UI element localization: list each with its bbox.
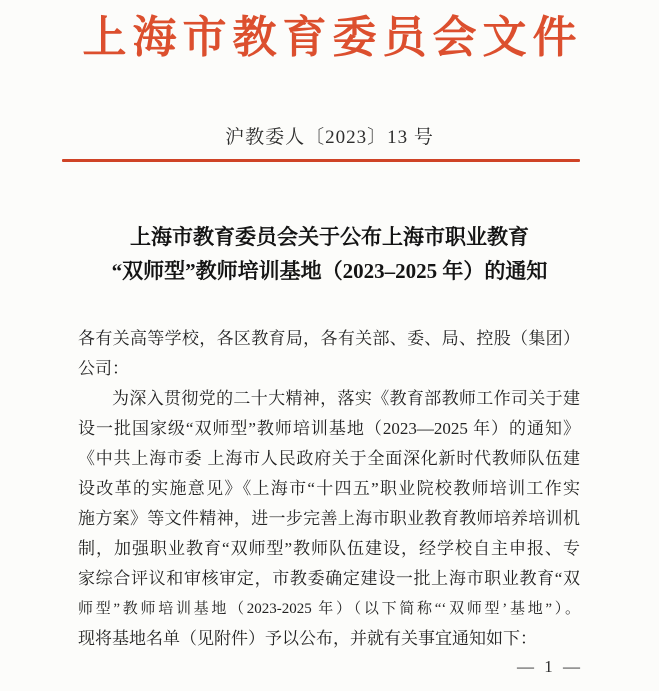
- body-line-paragraph: 师型”教师培训基地（2023-2025 年）（以下简称“‘双师型’基地”）。: [78, 600, 580, 617]
- body-line-salutation2: 公司：: [78, 358, 129, 378]
- body-line-paragraph: 为深入贯彻党的二十大精神，落实《教育部教师工作司关于建: [112, 388, 580, 408]
- document-header-org-title: 上海市教育委员会文件: [82, 13, 583, 62]
- body-line-paragraph: 现将基地名单（见附件）予以公布，并就有关事宜通知如下：: [78, 628, 537, 648]
- body-line-paragraph: 施方案》等文件精神，进一步完善上海市职业教育教师培养培训机: [78, 508, 580, 528]
- header-red-divider: [62, 159, 580, 162]
- body-line-paragraph: 设一批国家级“双师型”教师培训基地（2023—2025 年）的通知》: [78, 418, 580, 438]
- body-line-paragraph: 家综合评议和审核审定，市教委确定建设一批上海市职业教育“双: [78, 568, 580, 588]
- page-number: — 1 —: [517, 656, 583, 676]
- body-line-paragraph: 制，加强职业教育“双师型”教师队伍建设，经学校自主申报、专: [78, 538, 580, 558]
- body-line-paragraph: 设改革的实施意见》《上海市“十四五”职业院校教师培训工作实: [78, 478, 580, 498]
- document-reference-number: 沪教委人〔2023〕13 号: [225, 126, 434, 148]
- notice-title-line2: “双师型”教师培训基地（2023–2025 年）的通知: [111, 258, 548, 283]
- document-body: [78, 324, 580, 654]
- body-line-salutation: 各有关高等学校，各区教育局，各有关部、委、局、控股（集团）: [78, 328, 580, 348]
- notice-title: [0, 220, 659, 288]
- body-line-paragraph: 《中共上海市委 上海市人民政府关于全面深化新时代教师队伍建: [78, 448, 580, 468]
- notice-title-line1: 上海市教育委员会关于公布上海市职业教育: [130, 224, 529, 249]
